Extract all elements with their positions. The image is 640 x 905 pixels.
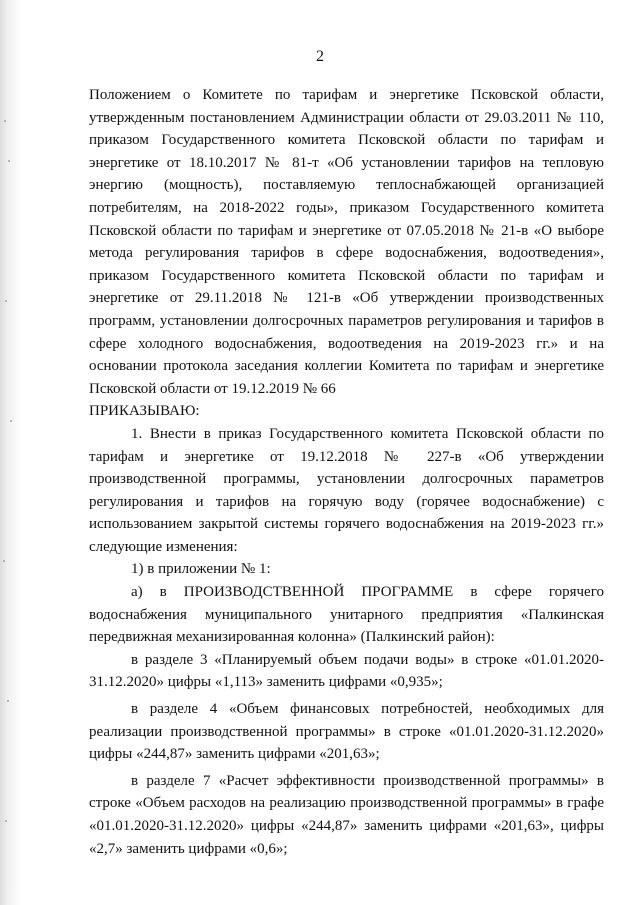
subitem-a-paragraph: а) в ПРОИЗВОДСТВЕННОЙ ПРОГРАММЕ в сфере горячего водоснабжения муниципального унитарного предприятия «Палкинская передвижная механизированная колонна» (Палкинский район): xyxy=(89,584,604,646)
order-heading: ПРИКАЗЫВАЮ: xyxy=(89,403,200,420)
section-7-paragraph: в разделе 7 «Расчет эффективности производственной программы» в строке «Объем расходов на реализацию производственной программы» в графе «01.01.2020-31.12.2020» цифры «244,87» заменить цифрами «201,63», цифры «2,7» заменить цифрами «0,6»; xyxy=(89,772,604,857)
appendix-line: 1) в приложении № 1: xyxy=(131,561,271,578)
section-3-paragraph: в разделе 3 «Планируемый объем подачи воды» в строке «01.01.2020-31.12.2020» цифры «1,113» заменить цифрами «0,935»; xyxy=(89,651,604,691)
section-4-paragraph: в разделе 4 «Объем финансовых потребностей, необходимых для реализации производственной программы» в строке «01.01.2020-31.12.2020» цифры «244,87» заменить цифрами «201,63»; xyxy=(89,701,604,763)
item-1-paragraph: 1. Внести в приказ Государственного комитета Псковской области по тарифам и энергетике от 19.12.2018 № 227-в «Об утверждении производственной программы, установлении долгосрочных параметров регулирования и тарифов на горячую воду (горячее водоснабжение) с использованием закрытой системы горячего водоснабжения на 2019-2023 гг.» следующие изменения: xyxy=(89,425,604,555)
document-body xyxy=(89,84,604,860)
page-number: 2 xyxy=(316,48,324,65)
scan-edge-shadow xyxy=(0,0,22,905)
intro-paragraph: Положением о Комитете по тарифам и энергетике Псковской области, утвержденным постановлением Администрации области от 29.03.2011 № 110, приказом Государственного комитета Псковской области по тарифам и энергетике от 18.10.2017 № 81-т «Об установлении тарифов на тепловую энергию (мощность), поставляемую теплоснабжающей организацией потребителям, на 2018-2022 годы», приказом Государственного комитета Псковской области по тарифам и энергетике от 07.05.2018 № 21-в «О выборе метода регулирования тарифов в сфере водоснабжения, водоотведения», приказом Государственного комитета Псковской области по тарифам и энергетике от 29.11.2018 № 121-в «Об утверждении производственных программ, установлении долгосрочных параметров регулирования и тарифов в сфере холодного водоснабжения, водоотведения на 2019-2023 гг.» и на основании протокола заседания коллегии Комитета по тарифам и энергетике Псковской области от 19.12.2019 № 66 xyxy=(89,87,604,397)
